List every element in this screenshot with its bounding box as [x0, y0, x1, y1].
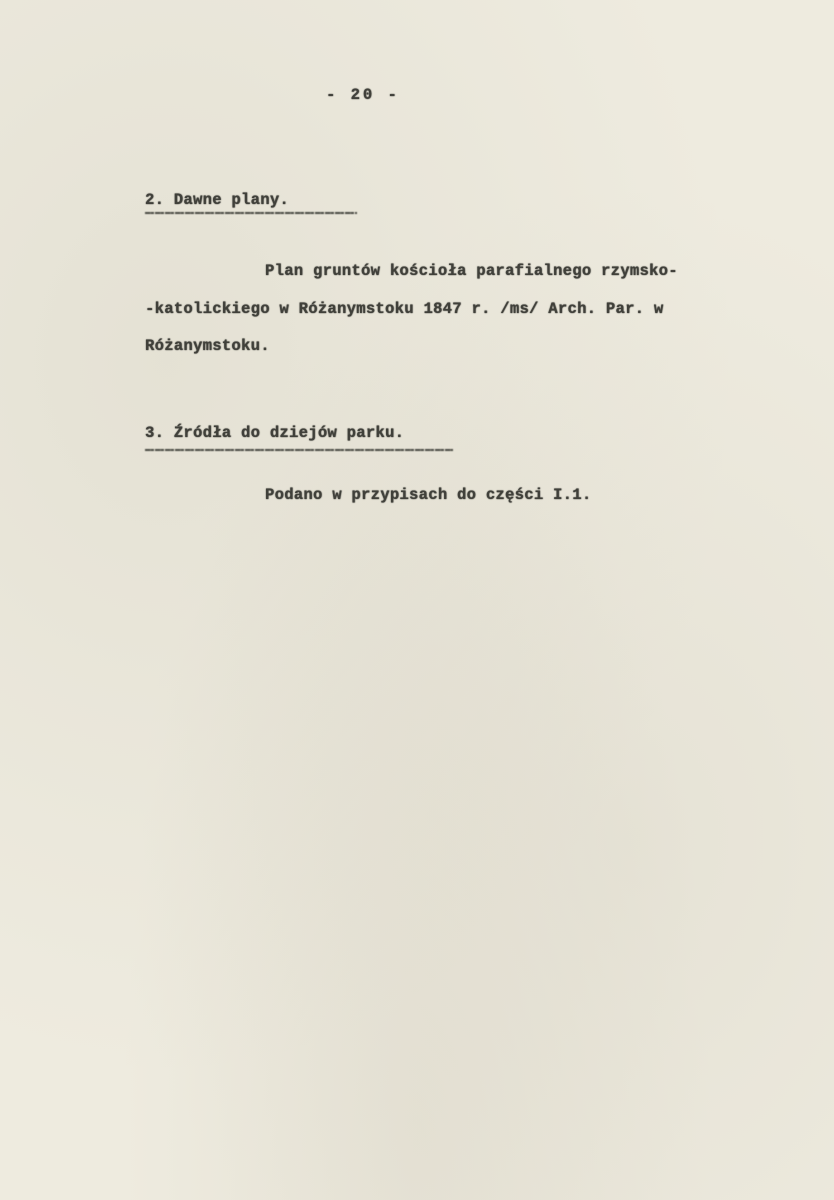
paragraph-line: Plan gruntów kościoła parafialnego rzymsko- — [265, 262, 678, 280]
page-number: - 20 - — [326, 86, 400, 104]
paragraph-line: Podano w przypisach do części I.1. — [265, 486, 592, 504]
heading-underline — [145, 449, 453, 451]
section-heading-zrodla: 3. Źródła do dziejów parku. — [145, 424, 405, 442]
paragraph-line: Różanymstoku. — [145, 337, 270, 355]
section-heading-dawne-plany: 2. Dawne plany. — [145, 191, 290, 209]
paragraph-line: -katolickiego w Różanymstoku 1847 r. /ms/ Arch. Par. w — [145, 300, 664, 318]
heading-underline — [145, 212, 357, 214]
